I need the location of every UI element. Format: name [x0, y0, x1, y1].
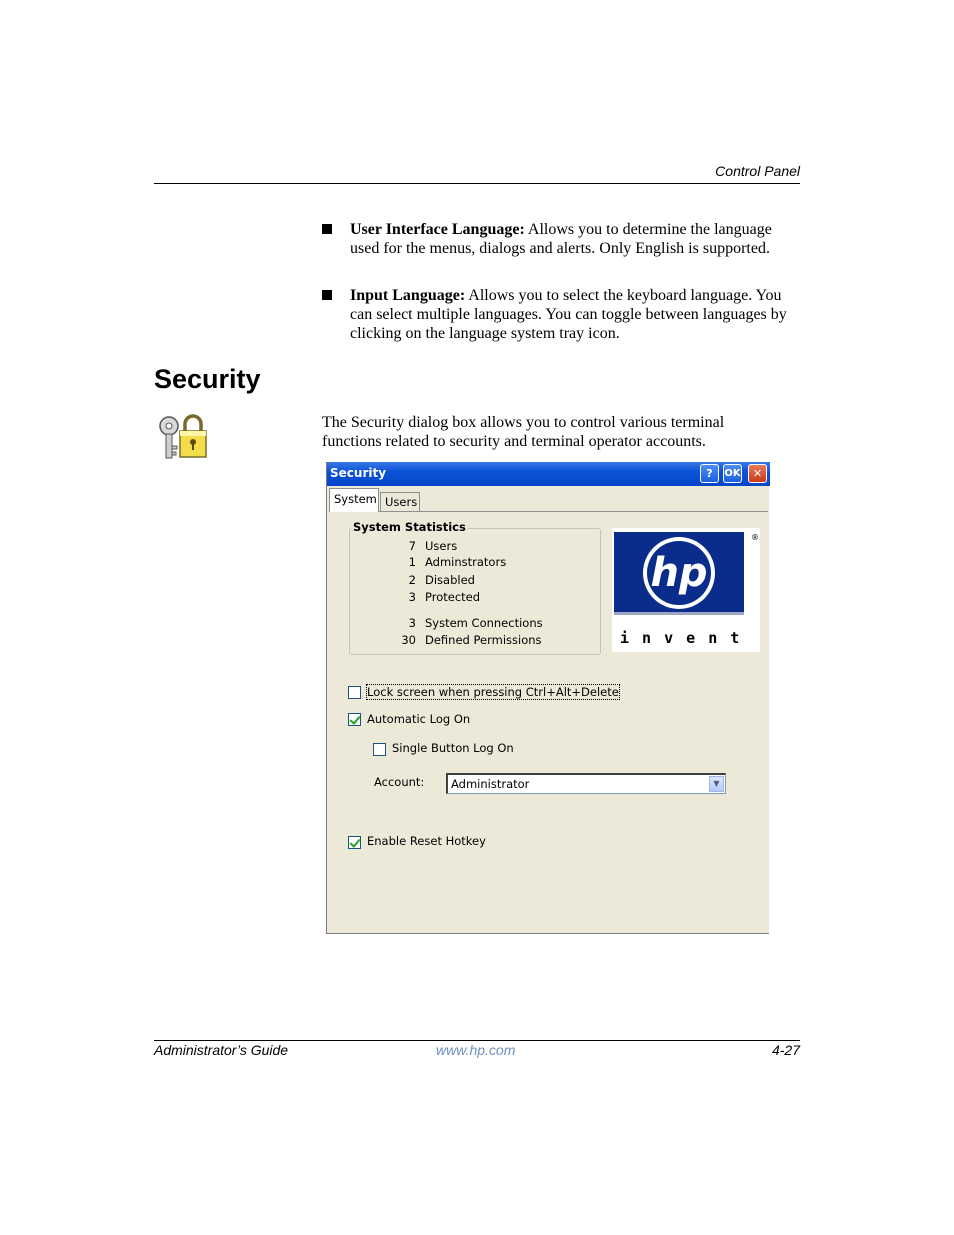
automatic-logon-checkbox[interactable] [348, 713, 361, 726]
footer-url[interactable]: www.hp.com [436, 1042, 516, 1058]
stat-value: 7 [408, 539, 416, 553]
stat-value: 2 [408, 573, 416, 587]
bullet-input-language [322, 286, 800, 343]
account-value: Administrator [451, 777, 530, 791]
running-header: Control Panel [715, 163, 800, 179]
bullet-text: Allows you to select the keyboard language. You can select multiple languages. You can toggle between languages by clicking on the language system tray icon. [350, 287, 787, 342]
stat-label: Disabled [425, 573, 475, 587]
bullet-term: Input Language: [350, 287, 466, 304]
stat-value: 3 [408, 590, 416, 604]
security-dialog [326, 462, 769, 934]
lock-screen-checkbox[interactable] [348, 686, 361, 699]
single-button-logon-label[interactable]: Single Button Log On [392, 741, 514, 755]
bullet-text: Allows you to determine the language used for the menus, dialogs and alerts. Only English is supported. [350, 221, 772, 257]
chevron-down-icon[interactable]: ▼ [709, 776, 724, 792]
stat-label: Users [425, 539, 458, 553]
keys-padlock-icon [155, 410, 209, 464]
logo-tagline: i n v e n t [620, 629, 742, 647]
section-title: Security [154, 364, 261, 394]
stat-value: 3 [408, 616, 416, 630]
stat-value: 30 [401, 633, 416, 647]
footer-guide-title: Administrator’s Guide [154, 1042, 289, 1058]
group-title: System Statistics [353, 520, 466, 534]
tab-users[interactable]: Users [380, 492, 420, 511]
close-button[interactable]: ✕ [748, 464, 767, 483]
stat-value: 1 [408, 555, 416, 569]
lock-screen-label[interactable]: Lock screen when pressing Ctrl+Alt+Delete [367, 685, 619, 699]
bullet-ui-language [322, 220, 800, 258]
page-number: 4-27 [771, 1042, 800, 1058]
dialog-titlebar[interactable] [327, 462, 770, 486]
automatic-logon-label[interactable]: Automatic Log On [367, 712, 471, 726]
account-label: Account: [374, 775, 425, 789]
help-button[interactable]: ? [700, 464, 719, 483]
stat-label: Defined Permissions [425, 633, 542, 647]
account-select[interactable] [446, 773, 726, 794]
svg-text:hp: hp [650, 550, 708, 596]
hp-invent-logo [612, 528, 760, 652]
single-button-logon-checkbox[interactable] [373, 743, 386, 756]
enable-reset-hotkey-checkbox[interactable] [348, 836, 361, 849]
stat-label: System Connections [425, 616, 543, 630]
header-rule [154, 183, 800, 184]
footer-rule [154, 1040, 800, 1041]
stat-label: Protected [425, 590, 481, 604]
section-intro: The Security dialog box allows you to control various terminal functions related to security and terminal operator accounts. [322, 414, 725, 450]
tab-system[interactable]: System [329, 488, 379, 512]
ok-button[interactable]: OK [723, 464, 742, 483]
square-bullet-icon [322, 224, 332, 234]
square-bullet-icon [322, 290, 332, 300]
bullet-term: User Interface Language: [350, 221, 525, 238]
dialog-title: Security [330, 466, 387, 480]
stat-label: Adminstrators [425, 555, 507, 569]
enable-reset-hotkey-label[interactable]: Enable Reset Hotkey [367, 834, 486, 848]
svg-text:®: ® [751, 533, 759, 542]
tab-panel-border [329, 511, 768, 512]
